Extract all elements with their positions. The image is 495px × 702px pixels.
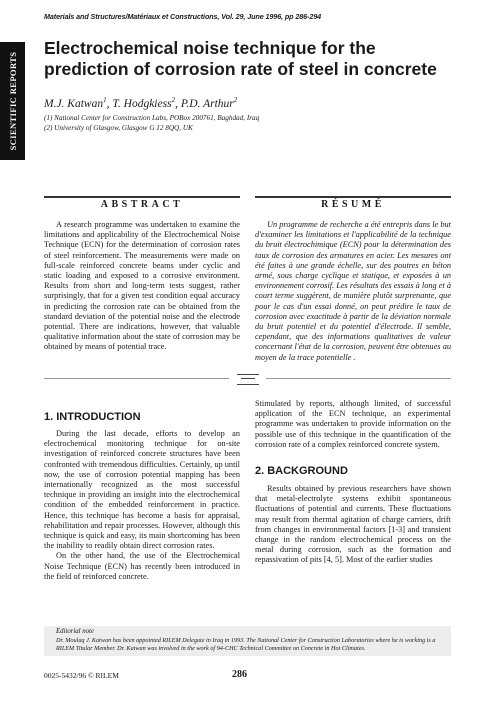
section-side-tab xyxy=(0,42,25,160)
affiliation-mark: 1 xyxy=(103,96,107,104)
journal-citation: Materials and Structures/Matériaux et Constructions, Vol. 29, June 1996, pp 286-294 xyxy=(44,12,322,21)
body-paragraph: Stimulated by reports, although limited, of successful application of the ECN technique, an experimental programme was undertaken to provide information on the possible use of this technique in the quantification of the corrosion rate of a complex reinforced concrete system. xyxy=(255,399,451,449)
abstract-heading: ABSTRACT xyxy=(100,199,184,210)
abstract-rule xyxy=(44,196,240,198)
affiliation: (1) National Center for Construction Labs, POBox 200761, Baghdad, Iraq xyxy=(44,114,260,122)
introduction-continued xyxy=(255,399,451,450)
resume-text xyxy=(255,220,451,363)
editorial-note-title: Editorial note xyxy=(56,628,94,635)
author-name: M.J. Katwan xyxy=(44,97,104,110)
page-number: 286 xyxy=(232,669,247,680)
affiliation-mark: 2 xyxy=(171,96,176,104)
section-heading-introduction: 1. INTRODUCTION xyxy=(44,411,141,423)
abstract-paragraph: A research programme was undertaken to examine the limitations and applicability of the Electrochemical Noise Technique (ECN) for the determination of corrosion rates of steel reinforcement. The measurements were made on full-scale reinforced concrete beams under cyclic and static loading and exposed to a corrosive environment. Results from short and long-term tests suggest, rather surprisingly, that for a given test condition equal accuracy in predicting the corrosion rate can be obtained from the standard deviation of the potential noise and the electrode potential. There are indications, however, that valuable qualitative information about the state of corrosion may be obtained by means of potential trace. xyxy=(44,220,240,352)
background-body xyxy=(255,484,451,566)
paper-title: Electrochemical noise technique for the prediction of corrosion rate of steel in concrete xyxy=(44,38,437,79)
abstract-text xyxy=(44,220,240,353)
resume-paragraph: Un programme de recherche a été entrepris dans le but d'examiner les limitations et l'applicabilité de la technique du bruit électrochimique (ECN) pour la détermination des taux de corrosion des armatures en acier. Les mesures ont été faites à une grande échelle, sur des poutres en béton armé, sous charge cyclique et statique, et exposées à un environnement corrosif. Les résultats des essais à long et à court terme suggèrent, de manière plutôt surprenante, que pour le cas d'un essai donné, on peut prédire le taux de corrosion avec exactitude à partir de la déviation normale du bruit potentiel et du potentiel d'électrode. Il semble, cependant, que des informations qualitatives de valeur concernant l'état de la corrosion, peuvent être obtenues au moyen de la trace potentielle . xyxy=(255,220,451,362)
section-heading-background: 2. BACKGROUND xyxy=(255,465,348,477)
affiliation-mark: 2 xyxy=(233,96,238,104)
affiliation: (2) University of Glasgow, Glasgow G 12 8QQ, UK xyxy=(44,124,193,132)
author-list xyxy=(44,96,237,110)
author-name: P.D. Arthur xyxy=(180,97,234,110)
author-separator: , xyxy=(175,97,181,110)
editorial-note-text: Dr. Moulaq J. Katwan has been appointed RILEM Delegate in Iraq in 1993. The National Center for Construction Laboratories where he is working is a RILEM Titular Member. Dr. Katwan was involved in the work of 94-CHC Technical Committee on Concrete in Hot Climates. xyxy=(56,637,436,652)
side-tab-label: SCIENTIFIC REPORTS xyxy=(7,51,18,151)
body-paragraph: Results obtained by previous researchers have shown that metal-electrolyte systems exhibit spontaneous fluctuations of potential and currents. These fluctuations may result from thermal agitation of charge carriers, drift from changes in environmental factors [1-3] and transient change in the random electrochemical process on the metal during corrosion, such as the formation and repassivation of pits [4, 5]. Most of the earlier studies xyxy=(255,484,451,565)
introduction-body xyxy=(44,429,240,582)
section-divider xyxy=(44,374,451,384)
author-name: T. Hodgkiess xyxy=(112,97,172,110)
body-paragraph: During the last decade, efforts to develop an electrochemical monitoring technique for on-site investigation of reinforced concrete structures have been confronted with tremendous difficulties. Certainly, up until now, the use of corrosion potential mapping has been internationally recognized as the most successful technique in providing an insight into the electrochemical condition of the embedded reinforcement in practice. Hence, this technique has become a basis for appraisal, rehabilitation and repair processes. However, although this technique is quick and easy, its main shortcoming has been the inability to readily obtain direct corrosion rates. xyxy=(44,429,240,551)
issn-copyright: 0025-5432/96 © RILEM xyxy=(44,671,119,680)
divider-ornament xyxy=(237,374,259,385)
resume-heading: RÉSUMÉ xyxy=(321,199,385,210)
resume-rule xyxy=(255,196,451,198)
body-paragraph: On the other hand, the use of the Electrochemical Noise Technique (ECN) has recently been introduced in the field of reinforced concrete. xyxy=(44,551,240,581)
author-separator: , xyxy=(106,97,113,110)
